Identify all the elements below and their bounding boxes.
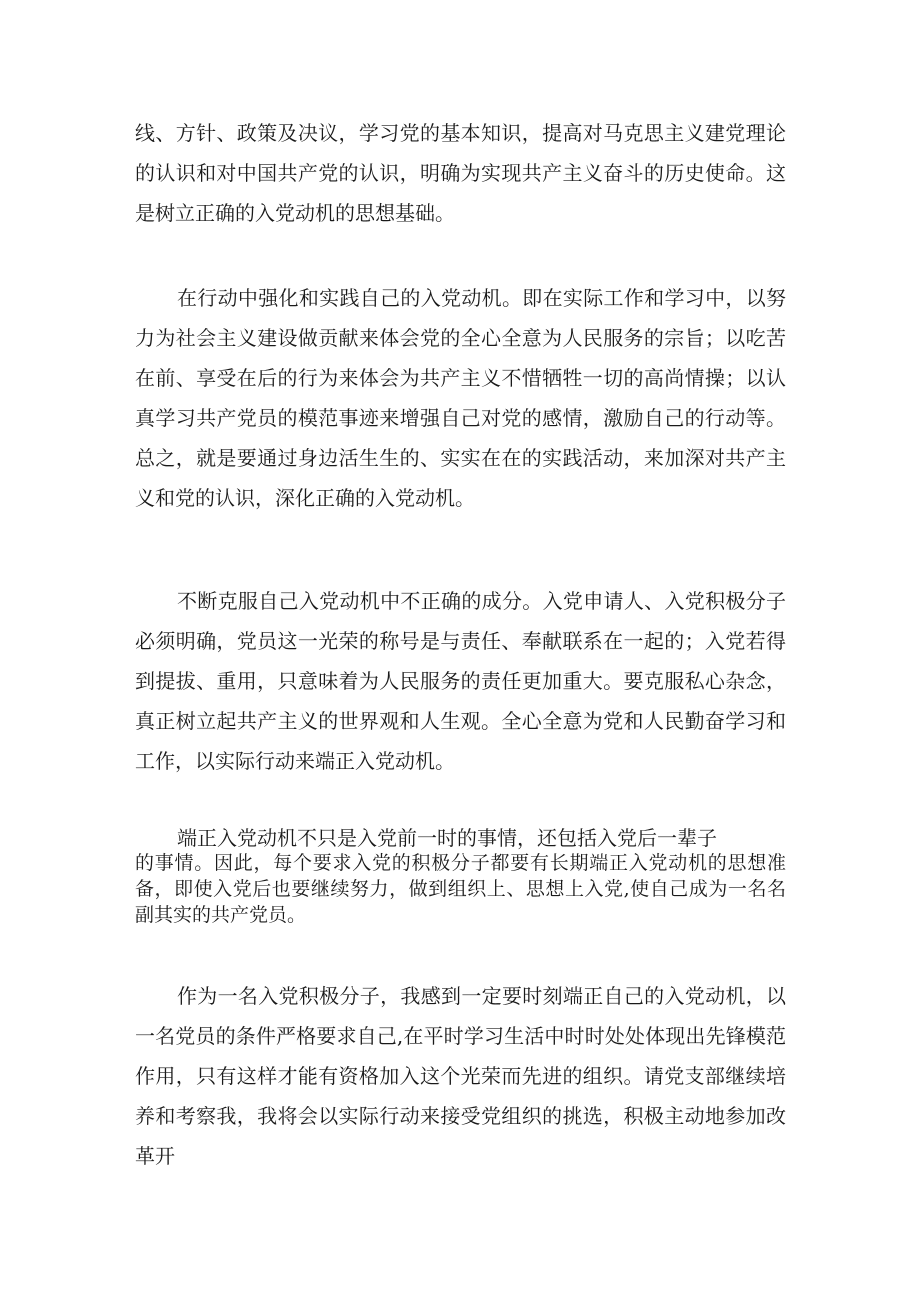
paragraph-practice-motivation: 在行动中强化和实践自己的入党动机。即在实际工作和学习中，以努力为社会主义建设做贡献来体会党的全心全意为人民服务的宗旨；以吃苦在前、享受在后的行为来体会为共产主义不惜牺牲一切的高尚情操；以认真学习共产党员的模范事迹来增强自己对党的感情，激励自己的行动等。总之，就是要通过身边活生生的、实实在在的实践活动，来加深对共产主义和党的认识，深化正确的入党动机。 bbox=[135, 286, 786, 510]
paragraph-lifelong-correction-rest: 的事情。因此，每个要求入党的积极分子都要有长期端正入党动机的思想准备，即使入党后也要继续努力，做到组织上、思想上入党,使自己成为一名名副其实的共产党员。 bbox=[135, 852, 786, 926]
paragraph-continuation: 线、方针、政策及决议，学习党的基本知识，提高对马克思主义建党理论的认识和对中国共产党的认识，明确为实现共产主义奋斗的历史使命。这是树立正确的入党动机的思想基础。 bbox=[135, 121, 786, 225]
paragraph-lifelong-correction-start: 端正入党动机不只是入党前一时的事情，还包括入党后一辈子 bbox=[177, 826, 717, 850]
paragraph-personal-commitment: 作为一名入党积极分子，我感到一定要时刻端正自己的入党动机，以一名党员的条件严格要求自己,在平时学习生活中时时处处体现出先锋模范作用，只有这样才能有资格加入这个光荣而先进的组织。请党支部继续培养和考察我，我将会以实际行动来接受党组织的挑选，积极主动地参加改革开 bbox=[135, 984, 786, 1168]
paragraph-overcome-incorrect-motives: 不断克服自己入党动机中不正确的成分。入党申请人、入党积极分子必须明确，党员这一光荣的称号是与责任、奉献联系在一起的；入党若得到提拔、重用，只意味着为人民服务的责任更加重大。要克服私心杂念，真正树立起共产主义的世界观和人生观。全心全意为党和人民勤奋学习和工作，以实际行动来端正入党动机。 bbox=[135, 589, 786, 773]
